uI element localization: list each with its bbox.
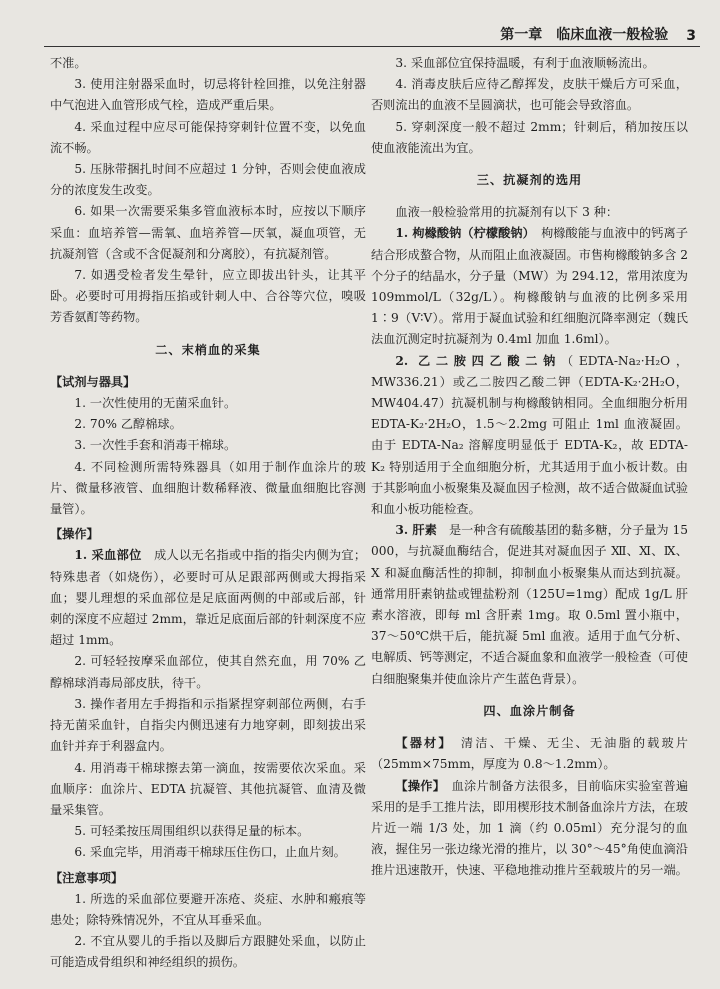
- section-heading: 二、末梢血的采集: [155, 342, 261, 357]
- item-label: 【器材】: [395, 736, 447, 751]
- paragraph: 血液一般检验常用的抗凝剂有以下 3 种：: [395, 205, 619, 220]
- chapter-title: 第一章 临床血液一般检验: [500, 27, 669, 43]
- section-heading: 三、抗凝剂的选用: [476, 173, 583, 188]
- paragraph: [371, 733, 688, 775]
- list-item: 3. 一次性手套和消毒干棉球。: [74, 438, 237, 453]
- subheading-operations: 【操作】: [50, 527, 99, 542]
- running-header: [0, 0, 720, 44]
- item-text: 是一种含有硫酸基团的黏多糖，分子量为 15 000，与抗凝血酶结合，促进其对凝血因子 Ⅻ、Ⅺ、Ⅸ、Ⅹ 和凝血酶活性的抑制，抑制血小板聚集从而达到抗凝。通常用肝素钠盐或锂盐粉剂（125U=1mg）配成 1g/L 肝素水溶液，即每 ml 含肝素 1mg。取 0.5ml 置小瓶中，37～50℃烘干后，能抗凝 5ml 血液。适用于血气分析、电解质、钙等测定，不适合凝血象和血液学一般检查（可使白细胞聚集并使血涂片产生蓝色背景）。: [371, 523, 688, 686]
- list-item: [371, 223, 688, 350]
- left-column: [50, 53, 366, 974]
- list-item: 6. 采血完毕，用消毒干棉球压住伤口，止血片刻。: [74, 845, 346, 860]
- subheading-reagents: 【试剂与器具】: [50, 374, 136, 389]
- paragraph: [371, 776, 688, 882]
- item-text: 枸橼酸能与血液中的钙离子结合形成螯合物，从而阻止血液凝固。市售枸橼酸钠多含 2 个分子的结晶水，分子量（MW）为 294.12，常用浓度为 109mmol/L（32g/L）。枸橼酸钠与血液的比例多采用 1∶9（V∶V）。常用于凝血试验和红细胞沉降率测定（魏氏法血沉测定时抗凝剂为 0.4ml 加血 1.6ml）。: [371, 226, 688, 347]
- list-item: 3. 操作者用左手拇指和示指紧捏穿刺部位两侧，右手持无菌采血针，自指尖内侧迅速有力地穿刺，即刻拔出采血针并弃于利器盒内。: [50, 696, 366, 754]
- paragraph: 7. 如遇受检者发生晕针，应立即拔出针头，让其平卧。必要时可用拇指压掐或针刺人中、合谷等穴位，嗅吸芳香氨酊等药物。: [50, 268, 366, 325]
- list-item: 2. 可轻轻按摩采血部位，使其自然充血，用 70% 乙醇棉球消毒局部皮肤，待干。: [50, 654, 366, 690]
- right-column: [371, 53, 688, 882]
- paragraph: 3. 采血部位宜保持温暖，有利于血液顺畅流出。: [395, 56, 655, 70]
- paragraph: 3. 使用注射器采血时，切忌将针栓回推，以免注射器中气泡进入血管形成气栓，造成严重后果。: [50, 77, 366, 113]
- list-item: 1. 一次性使用的无菌采血针。: [74, 396, 237, 411]
- paragraph: 5. 穿刺深度一般不超过 2mm；针刺后，稍加按压以使血液能流出为宜。: [371, 119, 688, 155]
- item-text: 清洁、干燥、无尘、无油脂的载玻片（25mm×75mm，厚度为 0.8～1.2mm）。: [371, 736, 688, 772]
- list-item: 2. 不宜从婴儿的手指以及脚后方跟腱处采血，以防止可能造成骨组织和神经组织的损伤。: [50, 934, 366, 970]
- item-label: 1. 采血部位: [74, 548, 142, 563]
- page-number: 3: [686, 28, 696, 44]
- list-item: [50, 545, 366, 651]
- list-item: 4. 用消毒干棉球擦去第一滴血，按需要依次采血。采血顺序：血涂片、EDTA 抗凝管、其他抗凝管、血清及微量采集管。: [50, 760, 366, 817]
- section-heading: 四、血涂片制备: [483, 703, 576, 718]
- list-item: [371, 351, 688, 521]
- paragraph: 4. 消毒皮肤后应待乙醇挥发，皮肤干燥后方可采血，否则流出的血液不呈圆滴状，也可能会导致溶血。: [371, 77, 688, 113]
- paragraph: 6. 如果一次需要采集多管血液标本时，应按以下顺序采血：血培养管—需氧、血培养管—厌氧，凝血项管，无抗凝剂管（含或不含促凝剂和分离胶），有抗凝剂管。: [50, 204, 366, 261]
- paragraph: 不准。: [50, 56, 87, 70]
- list-item: 2. 70% 乙醇棉球。: [74, 417, 182, 432]
- header-rule: [44, 46, 700, 47]
- subheading-notes: 【注意事项】: [50, 870, 124, 885]
- item-text: 成人以无名指或中指的指尖内侧为宜；特殊患者（如烧伤），必要时可从足跟部两侧或大拇指采血；婴儿理想的采血部位是足底面两侧的中部或后部，针刺的深度不应超过 2mm，靠近足底面后部的针刺深度不应超过 1mm。: [50, 548, 367, 648]
- paragraph: 4. 采血过程中应尽可能保持穿刺针位置不变，以免血流不畅。: [50, 119, 366, 155]
- list-item: 4. 不同检测所需特殊器具（如用于制作血涂片的玻片、微量移液管、血细胞计数稀释液、微量血细胞比容测量管）。: [50, 459, 366, 517]
- item-label: 3. 肝素: [395, 523, 437, 538]
- item-text: 血涂片制备方法很多，目前临床实验室普遍采用的是手工推片法，即用楔形技术制备血涂片方法，在玻片近一端 1/3 处，加 1 滴（约 0.05ml）充分混匀的血液，握住另一张边缘光滑的推片，以 30°～45°角使血滴沿推片迅速散开，快速、平稳地推动推片至载玻片的另一端。: [371, 778, 689, 878]
- item-label: 【操作】: [395, 778, 440, 793]
- list-item: 5. 可轻柔按压周围组织以获得足量的标本。: [74, 824, 310, 839]
- paragraph: 5. 压脉带捆扎时间不应超过 1 分钟，否则会使血液成分的浓度发生改变。: [50, 162, 366, 198]
- list-item: 1. 所选的采血部位要避开冻疮、炎症、水肿和瘢痕等患处；除特殊情况外，不宜从耳垂采血。: [50, 891, 366, 927]
- item-text: （EDTA-Na₂·H₂O，MW336.21）或乙二胺四乙酸二钾（EDTA-K₂·2H₂O，MW404.47）抗凝机制与枸橼酸钠相同。全血细胞分析用 EDTA-K₂·2H₂O，1.5～2.2mg 可阻止 1ml 血液凝固。由于 EDTA-Na₂ 溶解度明显低于 EDTA-K₂，故 EDTA-K₂ 特别适用于全血细胞分析，尤其适用于血小板计数。由于其影响血小板聚集及凝血因子检测，故不适合做凝血试验和血小板功能检查。: [371, 353, 689, 517]
- list-item: [371, 520, 688, 690]
- item-label: 1. 枸橼酸钠（柠檬酸钠）: [395, 226, 529, 241]
- item-label: 2. 乙二胺四乙酸二钠: [395, 353, 562, 368]
